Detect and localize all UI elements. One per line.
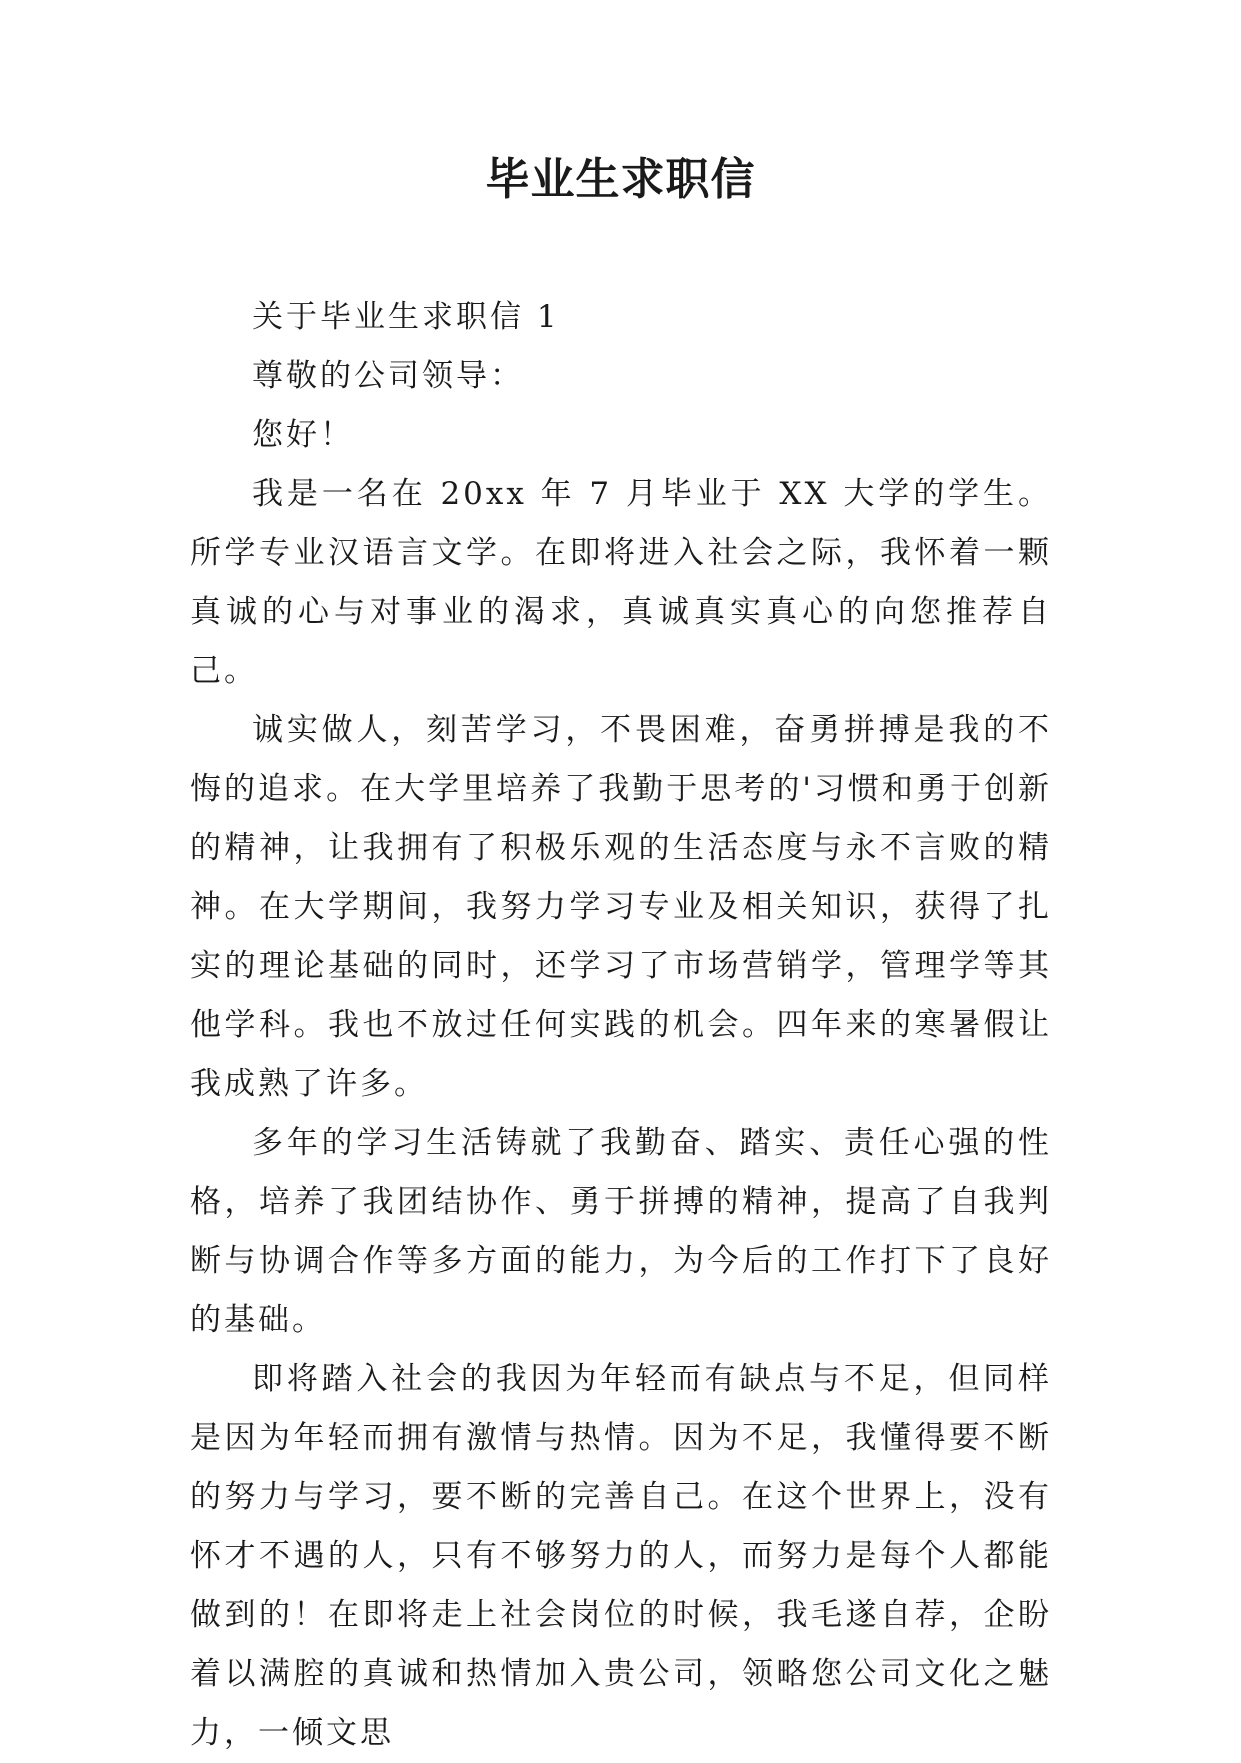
body-paragraph: 我是一名在 20xx 年 7 月毕业于 XX 大学的学生。所学专业汉语言文学。在即将进入社会之际，我怀着一颗真诚的心与对事业的渴求，真诚真实真心的向您推荐自己。 — [190, 476, 1052, 689]
salutation: 尊敬的公司领导： — [252, 358, 524, 394]
letter-heading: 关于毕业生求职信 1 — [252, 299, 560, 335]
body-paragraph: 多年的学习生活铸就了我勤奋、踏实、责任心强的性格，培养了我团结协作、勇于拼搏的精神，提高了自我判断与协调合作等多方面的能力，为今后的工作打下了良好的基础。 — [190, 1125, 1052, 1338]
greeting: 您好！ — [252, 417, 354, 453]
document-body — [190, 288, 1052, 1763]
body-paragraph: 诚实做人，刻苦学习，不畏困难，奋勇拼搏是我的不悔的追求。在大学里培养了我勤于思考的'习惯和勇于创新的精神，让我拥有了积极乐观的生活态度与永不言败的精神。在大学期间，我努力学习专业及相关知识，获得了扎实的理论基础的同时，还学习了市场营销学，管理学等其他学科。我也不放过任何实践的机会。四年来的寒暑假让我成熟了许多。 — [190, 712, 1052, 1102]
body-paragraph: 即将踏入社会的我因为年轻而有缺点与不足，但同样是因为年轻而拥有激情与热情。因为不足，我懂得要不断的努力与学习，要不断的完善自己。在这个世界上，没有怀才不遇的人，只有不够努力的人，而努力是每个人都能做到的！在即将走上社会岗位的时候，我毛遂自荐，企盼着以满腔的真诚和热情加入贵公司，领略您公司文化之魅力，一倾文思 — [190, 1361, 1052, 1751]
document-title: 毕业生求职信 — [485, 154, 756, 205]
